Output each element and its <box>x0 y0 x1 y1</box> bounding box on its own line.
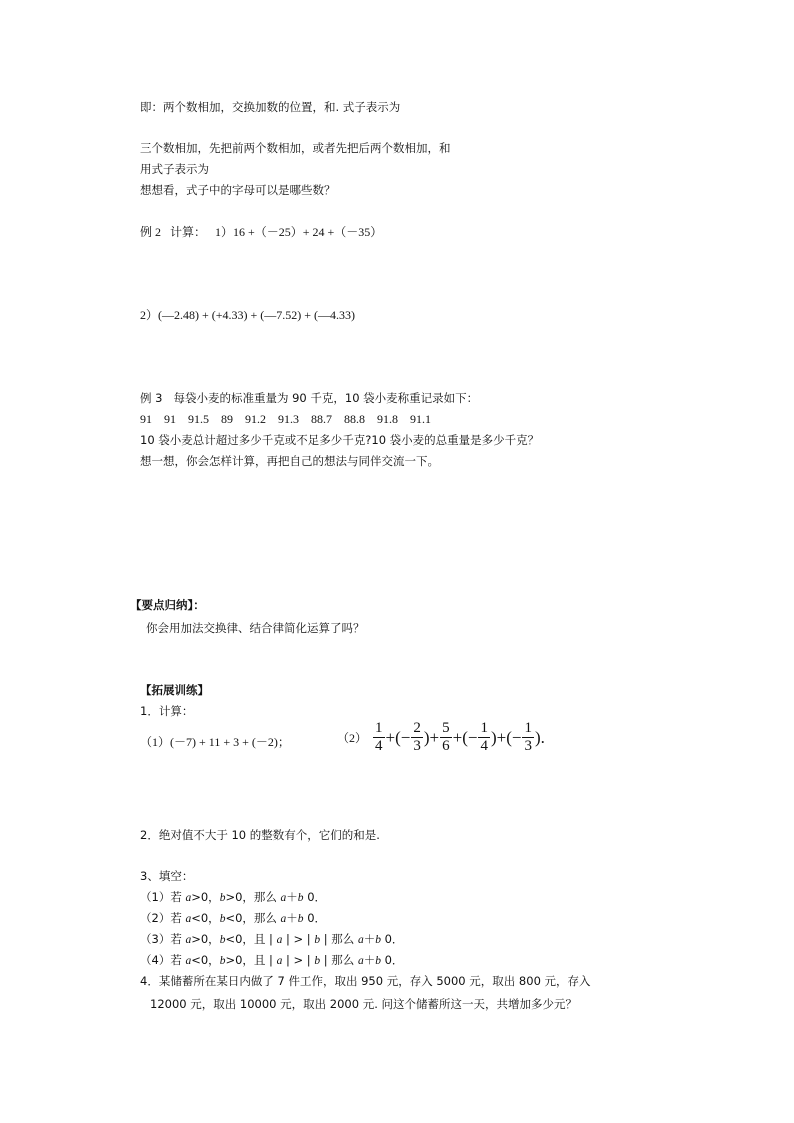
text-commutative: 即：两个数相加，交换加数的位置，和. 式子表示为 <box>140 100 401 114</box>
q3-text: >0，那么 <box>225 890 281 904</box>
example-3-question: 10 袋小麦总计超过多少千克或不足多少千克?10 袋小麦的总重量是多少千克？ <box>140 433 540 447</box>
question-1-part2 <box>337 720 546 755</box>
example-2-part2: 2）(—2.48) + (+4.33) + (—7.52) + (—4.33) <box>140 308 356 322</box>
question-1: 1．计算： <box>140 704 194 718</box>
var-a: a <box>185 955 192 967</box>
var-a: a <box>280 913 287 925</box>
text-formula-prompt: 用式子表示为 <box>140 162 209 176</box>
var-b: b <box>297 892 304 904</box>
fraction-1-4 <box>373 720 385 755</box>
var-a: a <box>357 934 364 946</box>
var-a: a <box>185 913 192 925</box>
var-b: b <box>297 913 304 925</box>
fraction-1-4-b <box>478 720 490 755</box>
extension-title: 【拓展训练】 <box>140 683 209 697</box>
q3-text: （3）若 <box>140 932 186 946</box>
fraction-numerator: 1 <box>524 720 532 736</box>
var-b: b <box>219 934 226 946</box>
question-3-1 <box>140 889 326 906</box>
summary-title: 【要点归纳】： <box>130 598 205 612</box>
q3-text: ＋ <box>363 953 376 967</box>
q3-text: | 那么 <box>320 953 358 967</box>
q3-text: | 那么 <box>320 932 358 946</box>
question-1-part2-label: （2） <box>337 731 368 745</box>
fraction-denominator: 3 <box>413 738 421 754</box>
operator: )+ <box>423 727 440 747</box>
q3-text: ＋ <box>286 890 298 904</box>
q3-text: 0． <box>380 953 404 967</box>
q3-text: 0． <box>303 911 327 925</box>
q3-text: （2）若 <box>140 911 186 925</box>
q3-text: | > | <box>282 953 315 967</box>
summary-body: 你会用加法交换律、结合律简化运算了吗？ <box>146 621 365 635</box>
q3-text: <0，那么 <box>225 911 281 925</box>
example-3-title: 例 3 每袋小麦的标准重量为 90 千克，10 袋小麦称重记录如下： <box>140 391 479 405</box>
question-4-line1: 4．某储蓄所在某日内做了 7 件工作，取出 950 元，存入 5000 元，取出 800 元，存入 <box>140 974 591 988</box>
var-b: b <box>314 955 321 967</box>
fraction-denominator: 6 <box>442 738 450 754</box>
q3-text: >0，且 | <box>225 953 277 967</box>
question-4-line2: 12000 元，取出 10000 元，取出 2000 元. 问这个储蓄所这一天，共增加多少元？ <box>150 997 578 1011</box>
fraction-5-6 <box>440 720 452 755</box>
q3-text: <0， <box>191 953 220 967</box>
var-b: b <box>375 955 381 967</box>
question-1-part1: （1）(－7) + 11 + 3 + (－2)； <box>140 735 290 749</box>
example-3-think: 想一想，你会怎样计算，再把自己的想法与同伴交流一下。 <box>140 454 439 468</box>
var-a: a <box>185 934 192 946</box>
question-2: 2．绝对值不大于 10 的整数有个，它们的和是. <box>140 828 380 842</box>
q3-text: 0． <box>380 932 404 946</box>
var-a: a <box>185 892 192 904</box>
text-think: 想想看，式子中的字母可以是哪些数？ <box>140 183 336 197</box>
q3-text: <0，且 | <box>225 932 277 946</box>
var-b: b <box>219 913 226 925</box>
fraction-numerator: 2 <box>413 720 421 736</box>
var-b: b <box>219 955 226 967</box>
fraction-numerator: 5 <box>442 720 450 736</box>
q3-text: >0， <box>191 932 220 946</box>
fraction-denominator: 4 <box>480 738 488 754</box>
question-3-3 <box>140 931 403 948</box>
text-associative: 三个数相加，先把前两个数相加，或者先把后两个数相加，和 <box>140 141 451 155</box>
q3-text: 0． <box>303 890 327 904</box>
fraction-denominator: 3 <box>524 738 532 754</box>
var-b: b <box>375 934 381 946</box>
var-b: b <box>314 934 321 946</box>
fraction-2-3 <box>411 720 423 755</box>
var-a: a <box>276 934 283 946</box>
question-3: 3、填空： <box>140 869 194 883</box>
q3-text: ＋ <box>363 932 376 946</box>
var-b: b <box>219 892 226 904</box>
example-3-data: 91 91 91.5 89 91.2 91.3 88.7 88.8 91.8 91.1 <box>140 412 431 426</box>
q3-text: （4）若 <box>140 953 186 967</box>
question-3-4 <box>140 952 403 969</box>
q3-text: | > | <box>282 932 315 946</box>
var-a: a <box>276 955 283 967</box>
fraction-1-3 <box>522 720 534 755</box>
fraction-numerator: 1 <box>375 720 383 736</box>
fraction-denominator: 4 <box>375 738 383 754</box>
operator: ). <box>534 727 545 747</box>
operator: +(− <box>385 727 411 747</box>
example-2-part1: 例 2 计算： 1）16 +（－25）+ 24 +（－35） <box>140 225 383 239</box>
q3-text: （1）若 <box>140 890 186 904</box>
operator: +(− <box>452 727 478 747</box>
var-a: a <box>357 955 364 967</box>
question-3-2 <box>140 910 326 927</box>
operator: )+(− <box>490 727 522 747</box>
fraction-numerator: 1 <box>480 720 488 736</box>
var-a: a <box>280 892 287 904</box>
q3-text: ＋ <box>286 911 298 925</box>
q3-text: >0， <box>191 890 220 904</box>
q3-text: <0， <box>191 911 220 925</box>
